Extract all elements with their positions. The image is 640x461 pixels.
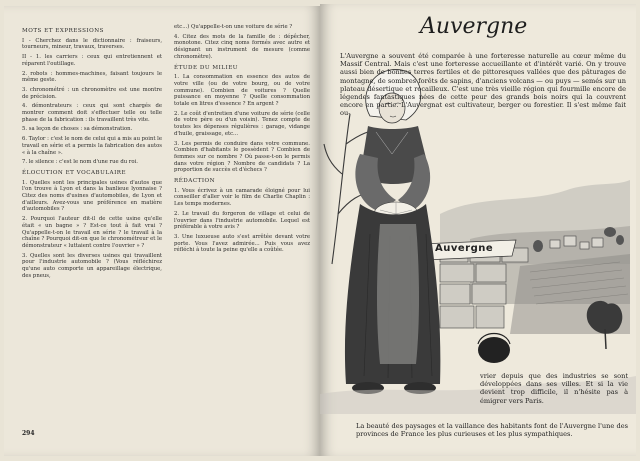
paragraph: 2. Le travail du forgeron de village et celui de l'ouvrier dans l'industrie automobile. Lequel est préférable à votre avis ? [174, 210, 310, 231]
paragraph: 4. Citez des mots de la famille de : dépêcher, monotone. Citez cinq noms formés avec autre et désignant un instrument de mesure (comme chronomètre). [174, 33, 310, 60]
section-heading: ÉLOCUTION ET VOCABULAIRE [22, 169, 127, 176]
paragraph: 6. Taylor : c'est le nom de celui qui a mis au point le travail en série et a permis la fabrication des autos « à la chaîne ». [22, 136, 162, 156]
paragraph: 4. démontrateurs : ceux qui sont chargés de montrer comment doit s'effectuer telle ou telle phase de la fabrication : ils travaillent très vite. [22, 103, 162, 123]
section-heading: MOTS ET EXPRESSIONS [22, 28, 104, 34]
paragraph: II - 1. les carriers : ceux qui entretiennent et réparent l'outillage. [22, 54, 162, 67]
paragraph: 7. le silence : c'est le nom d'une rue du roi. [22, 159, 138, 166]
paragraph: I - Cherchez dans le dictionnaire : fraiseurs, tourneurs, mineur, travaux, traverses. [22, 37, 162, 51]
paragraph: 2. Le coût d'entretien d'une voiture de série (celle de votre père ou d'un voisin). Tenez compte de toutes les dépenses régulières : garage, vidange d'huile, graissage, etc... [174, 110, 310, 137]
left-column-2 [174, 24, 310, 257]
paragraph: 5. sa leçon de choses : sa démonstration. [22, 126, 133, 133]
paragraph: 1. Quelles sont les principales usines d'autos que l'on trouve à Lyon et dans la banlieue lyonnaise ? Citez des noms d'usines d'automobiles, de Lyon et d'ailleurs. Avez-vous une préférence en matière d'automobiles ? [22, 179, 162, 213]
continuation-paragraph: vrier depuis que des industries se sont développées dans ses villes. Et si la vie devient trop difficile, il n'hésite pas à émigrer vers Paris. [480, 372, 628, 405]
paragraph: 1. La consommation en essence des autos de votre ville (ou de votre bourg, ou de votre commune). Combien de voitures ? Quelle puissance en moyenne ? Quelle consommation totale en litres d'essence ? En argent ? [174, 74, 310, 108]
page-title: Auvergne [420, 14, 528, 39]
left-column-1 [22, 24, 162, 283]
intro-paragraph: L'Auvergne a souvent été comparée à une forteresse naturelle au cœur même du Massif Central. Mais c'est une forteresse accueillante et d'intérêt varié. On y trouve aussi bien de bonnes terres fertiles et de pittoresques vallées que des pâturages de montagne, de sombres forêts de sapins, d'anciens volcans — ou puys — semés sur un plateau désertique et rocailleux. C'est une très vieille région qui fourmille encore de légendes fantastiques nées de cette peur des grands bois noirs qui la couvrent encore en partie. L'Auvergnat est cultivateur, berger ou forestier. Il s'est même fait ou- [340, 52, 626, 118]
paragraph: 1. Vous écrivez à un camarade éloigné pour lui conseiller d'aller voir le film de Charlie Chaplin : Les temps modernes. [174, 187, 310, 208]
section-heading: RÉDACTION [174, 178, 216, 185]
paragraph: 2. Pourquoi l'auteur dit-il de cette usine qu'elle était « un bagne » ? Est-ce tout à fait vrai ? Qu'appelle-t-on le travail en série ? le travail à la chaîne ? Pourquoi dit-on que le chronométreur et le démonstrateur « luttaient contre l'ouvrier » ? [22, 216, 162, 249]
section-heading: ÉTUDE DU MILIEU [174, 64, 239, 71]
closing-paragraph: La beauté des paysages et la vaillance des habitants font de l'Auvergne l'une des provinces de France les plus curieuses et les plus sympathiques. [356, 422, 628, 439]
paragraph: 2. robots : hommes-machines, faisant toujours le même geste. [22, 70, 162, 84]
paragraph: 3. Une luxueuse auto s'est arrêtée devant votre porte. Vous l'avez admirée... Puis vous avez réfléchi à toute la peine qu'elle a coûtée. [174, 233, 310, 254]
paragraph: 3. chronométré : un chronomètre est une montre de précision. [22, 86, 162, 100]
paragraph: 3. Les permis de conduire dans votre commune. Combien d'habitants le possèdent ? Combien de femmes sur ce nombre ? Où passe-t-on le permis dans votre région ? Nombre de candidats ? La proportion de succès et d'échecs ? [174, 140, 310, 174]
banner-label: Auvergne [435, 243, 494, 254]
paragraph: 3. Quelles sont les diverses usines qui travaillent pour l'industrie automobile ? (Vous réfléchirez qu'une auto comporte un appareillage électrique, des pneus, [22, 252, 162, 279]
paragraph: etc...) Qu'appelle-t-on une voiture de série ? [174, 24, 293, 30]
left-page [4, 6, 320, 456]
page-number: 294 [22, 430, 35, 437]
